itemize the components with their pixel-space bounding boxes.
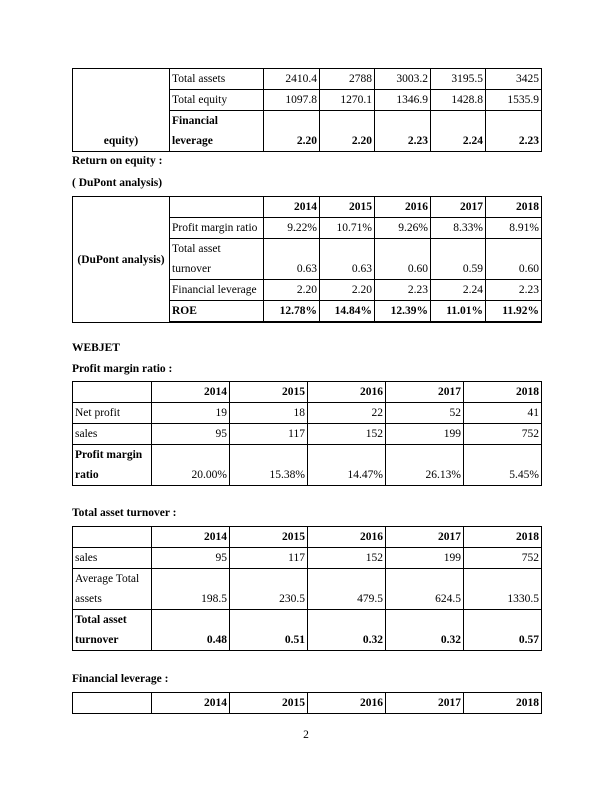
year-header: 2017 xyxy=(431,197,486,218)
blank-cell xyxy=(431,322,486,323)
cell-value: 3003.2 xyxy=(375,69,431,90)
financial-leverage-table-continued xyxy=(72,68,542,152)
cell-value: 117 xyxy=(230,424,308,445)
cell-value: 95 xyxy=(152,424,230,445)
header-blank xyxy=(73,527,152,548)
year-header: 2017 xyxy=(386,527,464,548)
row-label: Net profit xyxy=(73,403,152,424)
cell-value: 2.23 xyxy=(486,280,542,301)
cell-value: 199 xyxy=(386,548,464,569)
cell-value: 2.23 xyxy=(375,111,431,152)
cell-value: 1428.8 xyxy=(431,90,486,111)
cell-value: 2.23 xyxy=(486,111,542,152)
cell-value: 0.63 xyxy=(320,239,375,280)
cell-value: 230.5 xyxy=(230,569,308,610)
table-row xyxy=(73,548,542,569)
cell-value: 8.33% xyxy=(431,218,486,239)
row-label-line: Total asset xyxy=(172,243,221,255)
cell-value: 479.5 xyxy=(308,569,386,610)
year-header: 2017 xyxy=(386,693,464,714)
row-label-line: turnover xyxy=(75,634,119,646)
cell-value: 2.20 xyxy=(320,111,375,152)
cell-value: 19 xyxy=(152,403,230,424)
year-header: 2017 xyxy=(386,382,464,403)
year-header: 2014 xyxy=(152,527,230,548)
cell-value: 15.38% xyxy=(230,445,308,486)
cell-value: 2.24 xyxy=(431,280,486,301)
profit-margin-heading: Profit margin ratio : xyxy=(72,363,173,375)
year-header: 2016 xyxy=(308,693,386,714)
cell-value: 752 xyxy=(464,548,542,569)
cell-value: 0.51 xyxy=(230,610,308,651)
table-row xyxy=(73,569,542,610)
cell-value: 152 xyxy=(308,548,386,569)
profit-margin-table xyxy=(72,381,542,486)
cell-value: 1097.8 xyxy=(264,90,320,111)
row-label-line: leverage xyxy=(172,135,213,147)
cell-value: 2.20 xyxy=(320,280,375,301)
financial-leverage-heading: Financial leverage : xyxy=(72,673,169,685)
financial-leverage-table xyxy=(72,692,542,714)
cell-value: 1346.9 xyxy=(375,90,431,111)
row-group-label: equity) xyxy=(73,69,170,152)
table-header-row xyxy=(73,382,542,403)
row-label xyxy=(170,239,264,280)
row-label-line: Profit margin xyxy=(75,449,143,461)
table-row xyxy=(73,445,542,486)
row-label-line: ratio xyxy=(75,469,99,481)
cell-value: 5.45% xyxy=(464,445,542,486)
year-header: 2015 xyxy=(230,527,308,548)
table-row xyxy=(73,69,542,90)
cell-value: 11.92% xyxy=(486,301,542,322)
table-row xyxy=(73,403,542,424)
year-header: 2016 xyxy=(308,527,386,548)
cell-value: 1535.9 xyxy=(486,90,542,111)
table-row xyxy=(73,610,542,651)
cell-value: 0.60 xyxy=(486,239,542,280)
blank-cell xyxy=(320,322,375,323)
row-label-line: Average Total xyxy=(75,573,140,585)
header-blank xyxy=(170,197,264,218)
row-label: Profit margin ratio xyxy=(170,218,264,239)
year-header: 2016 xyxy=(308,382,386,403)
year-header: 2018 xyxy=(464,382,542,403)
blank-cell xyxy=(264,322,320,323)
dupont-heading: ( DuPont analysis) xyxy=(72,177,163,189)
row-label: Total assets xyxy=(170,69,264,90)
cell-value: 152 xyxy=(308,424,386,445)
header-blank xyxy=(73,382,152,403)
cell-value: 0.59 xyxy=(431,239,486,280)
cell-value: 14.47% xyxy=(308,445,386,486)
row-label xyxy=(73,569,152,610)
cell-value: 624.5 xyxy=(386,569,464,610)
cell-value: 14.84% xyxy=(320,301,375,322)
cell-value: 10.71% xyxy=(320,218,375,239)
blank-cell xyxy=(170,322,264,323)
row-label-line: turnover xyxy=(172,263,211,275)
year-header: 2018 xyxy=(464,693,542,714)
cell-value: 3195.5 xyxy=(431,69,486,90)
cell-value: 12.78% xyxy=(264,301,320,322)
cell-value: 2410.4 xyxy=(264,69,320,90)
year-header: 2015 xyxy=(320,197,375,218)
cell-value: 0.57 xyxy=(464,610,542,651)
table-header-row xyxy=(73,527,542,548)
cell-value: 2788 xyxy=(320,69,375,90)
table-header-row xyxy=(73,197,542,218)
cell-value: 1330.5 xyxy=(464,569,542,610)
row-label xyxy=(73,610,152,651)
cell-value: 1270.1 xyxy=(320,90,375,111)
row-label-line: Total asset xyxy=(75,614,127,626)
cell-value: 0.32 xyxy=(386,610,464,651)
blank-cell xyxy=(375,322,431,323)
row-label: Financial leverage xyxy=(170,280,264,301)
page-number: 2 xyxy=(303,729,309,741)
cell-value: 9.22% xyxy=(264,218,320,239)
year-header: 2018 xyxy=(486,197,542,218)
cell-value: 3425 xyxy=(486,69,542,90)
row-label xyxy=(73,445,152,486)
cell-value: 752 xyxy=(464,424,542,445)
cell-value: 198.5 xyxy=(152,569,230,610)
cell-value: 26.13% xyxy=(386,445,464,486)
cell-value: 41 xyxy=(464,403,542,424)
table-row xyxy=(73,424,542,445)
year-header: 2016 xyxy=(375,197,431,218)
cell-value: 22 xyxy=(308,403,386,424)
year-header: 2014 xyxy=(264,197,320,218)
cell-value: 20.00% xyxy=(152,445,230,486)
cell-value: 0.48 xyxy=(152,610,230,651)
cell-value: 0.32 xyxy=(308,610,386,651)
cell-value: 117 xyxy=(230,548,308,569)
cell-value: 2.20 xyxy=(264,111,320,152)
cell-value: 0.60 xyxy=(375,239,431,280)
year-header: 2015 xyxy=(230,382,308,403)
dupont-roe-table xyxy=(72,196,542,323)
row-label-line: Financial xyxy=(172,115,219,127)
cell-value: 2.24 xyxy=(431,111,486,152)
header-blank xyxy=(73,693,152,714)
cell-value: 18 xyxy=(230,403,308,424)
row-label-line: assets xyxy=(75,593,102,605)
roe-heading: Return on equity : xyxy=(72,155,163,167)
total-asset-turnover-heading: Total asset turnover : xyxy=(72,507,177,519)
year-header: 2018 xyxy=(464,527,542,548)
row-label: sales xyxy=(73,424,152,445)
webjet-heading: WEBJET xyxy=(72,342,120,354)
cell-value: 2.23 xyxy=(375,280,431,301)
cell-value: 52 xyxy=(386,403,464,424)
cell-value: 95 xyxy=(152,548,230,569)
cell-value: 8.91% xyxy=(486,218,542,239)
year-header: 2014 xyxy=(152,382,230,403)
row-group-label: (DuPont analysis) xyxy=(73,197,170,323)
row-label: sales xyxy=(73,548,152,569)
cell-value: 12.39% xyxy=(375,301,431,322)
blank-cell xyxy=(486,322,542,323)
year-header: 2015 xyxy=(230,693,308,714)
cell-value: 2.20 xyxy=(264,280,320,301)
row-label xyxy=(170,111,264,152)
total-asset-turnover-table xyxy=(72,526,542,651)
cell-value: 0.63 xyxy=(264,239,320,280)
year-header: 2014 xyxy=(152,693,230,714)
cell-value: 9.26% xyxy=(375,218,431,239)
table-header-row xyxy=(73,693,542,714)
cell-value: 11.01% xyxy=(431,301,486,322)
cell-value: 199 xyxy=(386,424,464,445)
row-label: ROE xyxy=(170,301,264,322)
row-label: Total equity xyxy=(170,90,264,111)
